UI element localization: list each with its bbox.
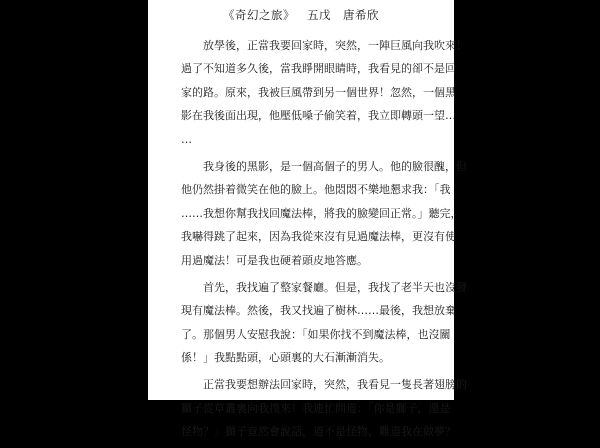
text-line: ……我想你幫我找回魔法棒，將我的臉變回正常。」聽完， xyxy=(181,206,462,220)
text-line: 他仍然掛着微笑在他的臉上。他悶悶不樂地懇求我：「我 xyxy=(181,183,451,197)
author-name: 唐希欣 xyxy=(343,8,379,22)
text-line: 現有魔法棒。然後，我又找遍了樹林……最後，我想放棄 xyxy=(181,304,456,318)
text-line: 放學後，正當我要回家時，突然，一陣巨風向我吹來！ xyxy=(203,39,467,52)
paragraph-1 xyxy=(181,34,467,151)
text-line: 怪物？」獅子竟然會說話，道不是怪物，難道我在做夢？ xyxy=(181,425,456,439)
text-line: 獅子從草叢裏向我撲來！我連忙問道：「你是獅子，還是 xyxy=(181,401,451,415)
paragraph-2 xyxy=(181,155,467,272)
text-line: 我嚇得跳了起來，因為我從來沒有見過魔法棒，更沒有使 xyxy=(181,230,456,244)
text-line: 過了不知道多久後，當我睜開眼睛時，我看見的卻不是回 xyxy=(181,62,456,76)
text-line: 係！」我點點頭，心頭裏的大石漸漸消失。 xyxy=(181,351,390,365)
text-line: 用過魔法！可是我也硬着頭皮地答應。 xyxy=(181,253,368,267)
story-title: 《奇幻之旅》 xyxy=(223,8,295,22)
paragraph-4 xyxy=(181,373,467,443)
text-line: 我身後的黑影，是一個高個子的男人。他的臉很醜，但 xyxy=(203,159,467,173)
class-name: 五戊 xyxy=(307,8,331,22)
document-page xyxy=(148,0,467,439)
text-line: 正當我要想辦法回家時，突然，我看見一隻長著翅膀的 xyxy=(203,378,467,392)
text-line: 首先，我找遍了整家餐廳。但是，我找了老半天也沒發 xyxy=(203,280,467,294)
text-line: … xyxy=(181,132,192,146)
text-line: 了。那個男人安慰我說：「如果你找不到魔法棒，也沒關 xyxy=(181,327,451,341)
text-line: 影在我後面出現，他壓低嗓子偷笑着，我立即轉頭一望… xyxy=(181,109,456,123)
document-header xyxy=(148,7,454,23)
paragraph-3 xyxy=(181,276,467,370)
story-body xyxy=(181,34,467,448)
text-line: 家的路。原來，我被巨風帶到另一個世界！忽然，一個黑 xyxy=(181,85,456,99)
